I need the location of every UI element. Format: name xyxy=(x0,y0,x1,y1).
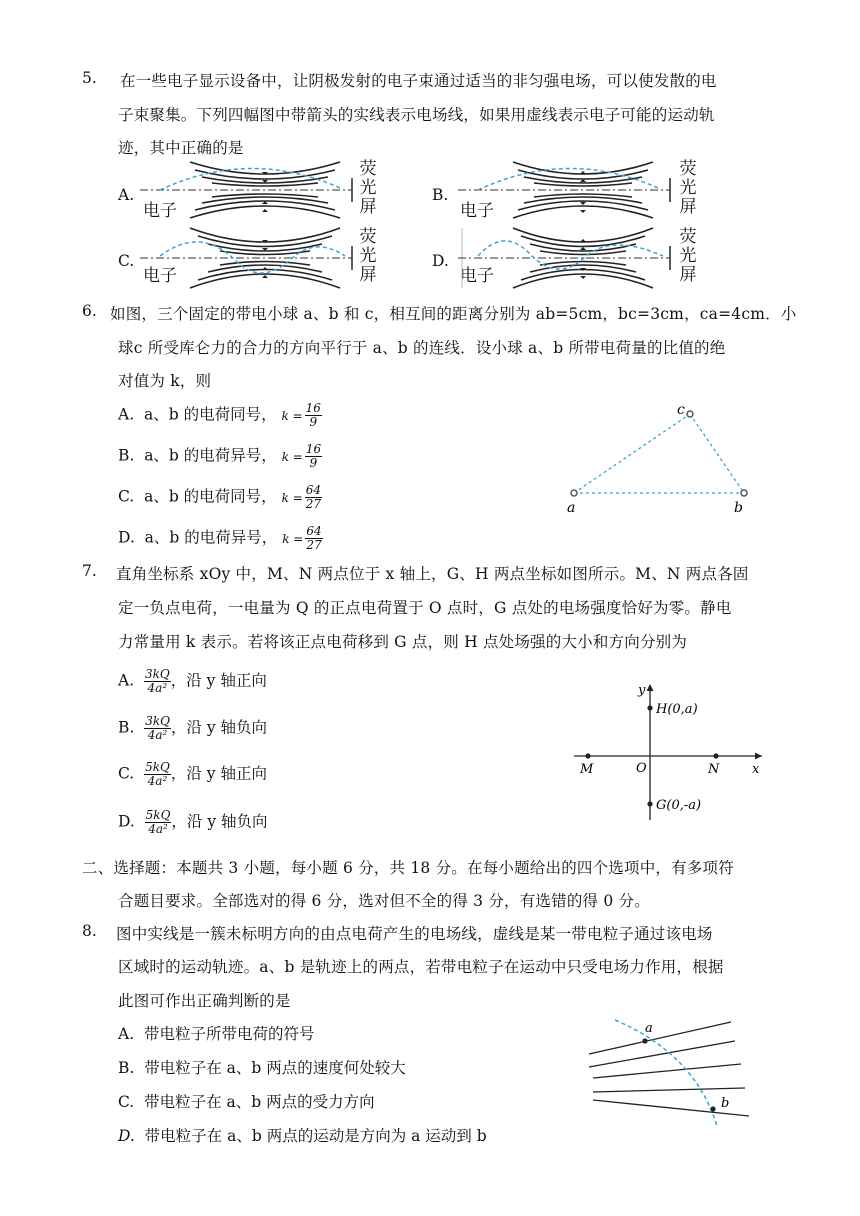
field-diagram-a xyxy=(140,158,360,222)
question-text-line: 定一负点电荷，一电量为 Q 的正点电荷置于 O 点时，G 点处的电场强度恰好为零。静电 xyxy=(118,599,732,617)
fraction: $\frac{64}{27}$ xyxy=(306,524,322,552)
y-axis-label: y xyxy=(638,683,646,698)
option-d xyxy=(118,1124,487,1146)
screen-label: 荧 光 屏 xyxy=(679,159,697,217)
option-label: B. xyxy=(118,718,135,737)
question-text-line: 在一些电子显示设备中，让阴极发射的电子束通过适当的非匀强电场，可以使发散的电 xyxy=(120,72,717,90)
field-diagram-c xyxy=(140,226,360,290)
option-label: A. xyxy=(118,186,135,204)
option-label: B. xyxy=(118,1059,135,1077)
option-text: ，沿 y 轴负向 xyxy=(171,812,268,831)
option-label: C. xyxy=(118,764,135,783)
field-diagram-b xyxy=(458,158,680,222)
option-b xyxy=(118,715,267,742)
fraction: $\frac{3kQ}{\text{4a²}}$ xyxy=(145,714,170,742)
question-text-line: 如图，三个固定的带电小球 a、b 和 c，相互间的距离分别为 ab=5cm，bc=3cm，ca=4cm．小 xyxy=(110,305,797,323)
electron-label: 电子 xyxy=(460,201,494,221)
question-text-line: 迹，其中正确的是 xyxy=(118,139,244,157)
k-symbol: k = xyxy=(281,449,303,464)
screen-label: 荧 光 屏 xyxy=(679,227,697,285)
question-number: 8. xyxy=(82,922,97,940)
fraction: $\frac{5kQ}{\text{4a²}}$ xyxy=(145,808,171,836)
fraction: $\frac{64}{27}$ xyxy=(305,483,322,511)
option-text: 带电粒子在 a、b 两点的速度何处较大 xyxy=(144,1059,406,1077)
question-text-line: 此图可作出正确判断的是 xyxy=(118,992,291,1010)
screen-label: 荧 光 屏 xyxy=(359,227,377,285)
option-text: 带电粒子在 a、b 两点的运动是方向为 a 运动到 b xyxy=(144,1127,487,1145)
origin-label: O xyxy=(636,761,647,776)
x-axis-label: x xyxy=(752,762,760,777)
point-h-label: H(0,a) xyxy=(656,702,698,717)
option-b xyxy=(118,443,322,470)
option-a xyxy=(118,402,322,429)
fraction: $\frac{3kQ}{\text{4a²}}$ xyxy=(144,667,170,695)
point-m-label: M xyxy=(580,762,594,777)
point-a-label: a xyxy=(645,1021,653,1036)
k-symbol: k = xyxy=(281,490,303,505)
question-text-line: 球c 所受库仑力的合力的方向平行于 a、b 的连线．设小球 a、b 所带电荷量的比值的绝 xyxy=(118,339,726,357)
section-text-line: 二、选择题：本题共 3 小题，每小题 6 分，共 18 分。在每小题给出的四个选项中，有多项符 xyxy=(82,859,734,877)
question-number: 6. xyxy=(82,302,97,320)
option-text: a、b 的电荷同号， xyxy=(144,487,277,506)
k-symbol: k = xyxy=(281,408,303,423)
option-a xyxy=(118,668,267,695)
option-label: C. xyxy=(118,1093,135,1111)
option-c xyxy=(118,484,322,511)
fraction: $\frac{16}{9}$ xyxy=(305,401,321,429)
electron-label: 电子 xyxy=(143,266,177,286)
fraction: $\frac{5kQ}{\text{4a²}}$ xyxy=(145,760,170,788)
option-c xyxy=(118,1090,375,1112)
question-text-line: 对值为 k，则 xyxy=(118,372,212,390)
option-c xyxy=(118,761,267,788)
option-label: C. xyxy=(118,487,135,506)
point-a-label: a xyxy=(567,500,576,516)
screen-label: 荧 光 屏 xyxy=(359,159,377,217)
question-text-line: 子束聚集。下列四幅图中带箭头的实线表示电场线，如果用虚线表示电子可能的运动轨 xyxy=(118,106,715,124)
point-n-label: N xyxy=(708,762,720,777)
point-c-label: c xyxy=(677,402,685,418)
option-label: D. xyxy=(432,252,449,270)
option-label: A. xyxy=(118,671,135,690)
option-text: a、b 的电荷异号， xyxy=(144,446,277,465)
option-text: 带电粒子在 a、b 两点的受力方向 xyxy=(144,1093,375,1111)
option-label: D. xyxy=(118,1127,135,1145)
option-label: B. xyxy=(118,446,135,465)
point-b-label: b xyxy=(721,1096,730,1111)
option-label: A. xyxy=(118,1025,135,1043)
option-text: ，沿 y 轴正向 xyxy=(170,764,267,783)
question-text-line: 直角坐标系 xOy 中，M、N 两点位于 x 轴上，G、H 两点坐标如图所示。M、N 两点各固 xyxy=(116,565,749,583)
option-label: A. xyxy=(118,405,135,424)
option-a xyxy=(118,1022,315,1044)
option-d xyxy=(118,809,268,836)
question-text-line: 力常量用 k 表示。若将该正点电荷移到 G 点，则 H 点处场强的大小和方向分别为 xyxy=(118,633,688,651)
field-diagram-d xyxy=(458,226,680,290)
question-text-line: 图中实线是一簇未标明方向的由点电荷产生的电场线，虚线是某一带电粒子通过该电场 xyxy=(116,925,713,943)
question-number: 5. xyxy=(82,69,97,87)
option-text: a、b 的电荷异号， xyxy=(144,528,278,547)
option-label: D. xyxy=(118,812,135,831)
triangle-figure xyxy=(560,400,760,518)
field-lines-figure xyxy=(585,1014,755,1129)
option-text: ，沿 y 轴正向 xyxy=(170,671,267,690)
option-label: C. xyxy=(118,252,135,270)
coordinate-figure xyxy=(568,676,768,826)
section-text-line: 合题目要求。全部选对的得 6 分，选对但不全的得 3 分，有选错的得 0 分。 xyxy=(118,892,650,910)
option-text: ，沿 y 轴负向 xyxy=(170,718,268,737)
option-label: B. xyxy=(432,186,449,204)
point-b-label: b xyxy=(734,500,743,516)
option-text: 带电粒子所带电荷的符号 xyxy=(143,1025,315,1043)
electron-label: 电子 xyxy=(460,266,494,286)
option-label: D. xyxy=(118,528,135,547)
point-g-label: G(0,-a) xyxy=(656,798,702,813)
question-text-line: 区域时的运动轨迹。a、b 是轨迹上的两点，若带电粒子在运动中只受电场力作用，根据 xyxy=(118,958,724,976)
question-number: 7. xyxy=(82,562,97,580)
option-d xyxy=(118,525,323,552)
k-symbol: k = xyxy=(282,531,304,546)
option-b xyxy=(118,1056,406,1078)
fraction: $\frac{16}{9}$ xyxy=(305,442,322,470)
electron-label: 电子 xyxy=(143,201,177,221)
option-text: a、b 的电荷同号， xyxy=(143,405,277,424)
